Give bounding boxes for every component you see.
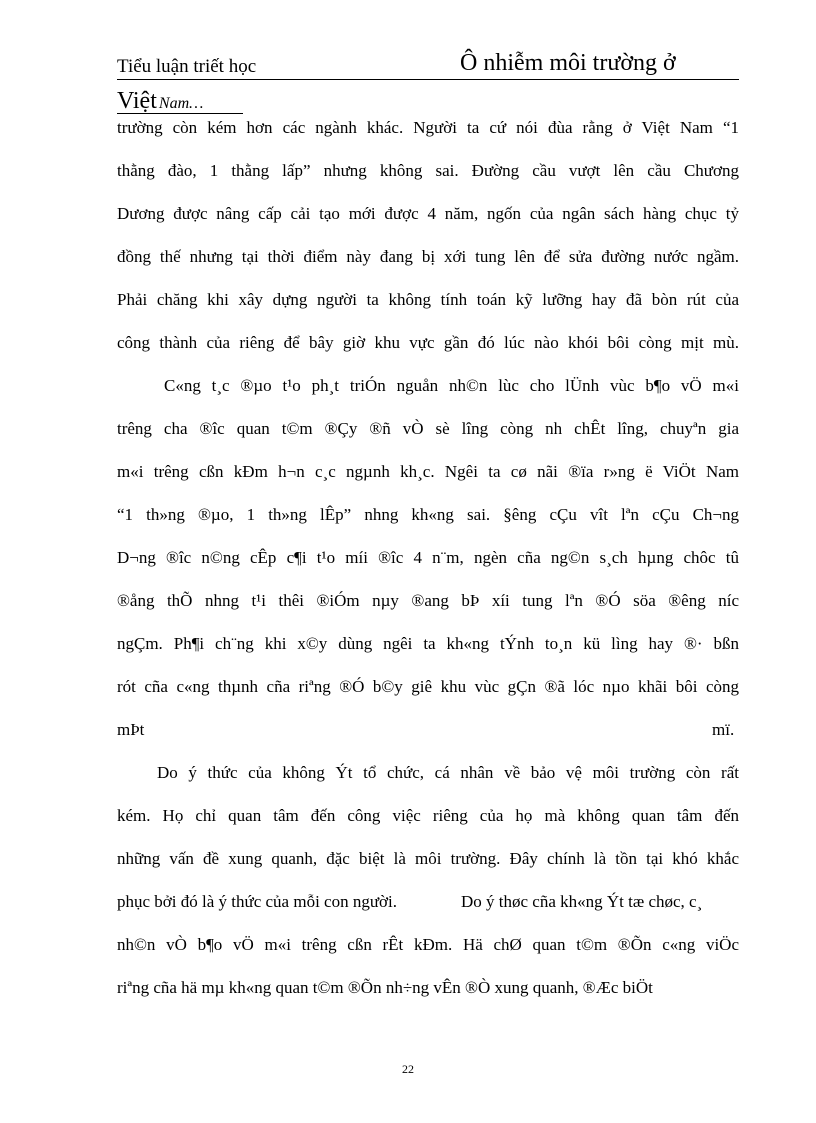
body-line: công thành của riêng để bây giờ khu vực gần đó lúc nào khói bôi còng mịt mù.	[117, 333, 739, 352]
body-line-end-right: mï.	[712, 720, 735, 739]
body-line-mixed-right: Do ý thøc cña kh«ng Ýt tæ chøc, c¸	[461, 892, 703, 911]
header-nam: Nam…	[158, 95, 204, 112]
page-number: 22	[402, 1062, 414, 1076]
body-line: C«ng t¸c ®µo t¹o ph¸t triÓn nguån nh©n lùc cho lÜnh vùc b¶o vÖ m«i	[164, 376, 739, 395]
header-divider	[117, 79, 739, 80]
header-underline	[117, 113, 243, 114]
body-line: ngÇm. Ph¶i ch¨ng khi x©y dùng ngêi ta kh«ng tÝnh to¸n kü lìng hay ®· bßn	[117, 634, 739, 653]
body-line-end-left: mÞt	[117, 720, 145, 739]
body-line: trêng cha ®îc quan t©m ®Çy ®ñ vÒ sè lîng còng nh chÊt lîng, chuyªn gia	[117, 419, 739, 438]
body-line: Phải chăng khi xây dựng người ta không tính toán kỹ lưỡng hay đã bòn rút của	[117, 290, 739, 309]
body-line: rót cña c«ng thµnh cña riªng ®Ó b©y giê khu vùc gÇn ®ã lóc nµo khãi bôi còng	[117, 677, 739, 696]
body-line: đồng thế nhưng tại thời điểm này đang bị xới tung lên để sửa đường nước ngầm.	[117, 247, 739, 266]
body-line: trường còn kém hơn các ngành khác. Người ta cứ nói đùa rằng ở Việt Nam “1	[117, 118, 739, 137]
header-viet: Việt	[117, 88, 157, 114]
body-line: những vấn đề xung quanh, đặc biệt là môi trường. Đây chính là tồn tại khó khắc	[117, 849, 739, 868]
header-title-continuation	[117, 88, 203, 115]
body-line: Do ý thức của không Ýt tổ chức, cá nhân về bảo vệ môi trường còn rất	[157, 763, 739, 782]
body-line: riªng cña hä mµ kh«ng quan t©m ®Õn nh÷ng vÊn ®Ò xung quanh, ®Æc biÖt	[117, 978, 653, 997]
header-left-title: Tiểu luận triết học	[117, 56, 257, 77]
body-line: Dương được nâng cấp cải tạo mới được 4 năm, ngốn của ngân sách hàng chục tỷ	[117, 204, 739, 223]
body-line: “1 th»ng ®µo, 1 th»ng lÊp” nhng kh«ng sai. §êng cÇu vît lªn cÇu Ch¬ng	[117, 505, 739, 524]
header-right-title: Ô nhiễm môi trường ở	[460, 50, 676, 76]
body-line: ®ång thÕ nhng t¹i thêi ®iÓm nµy ®ang bÞ xíi tung lªn ®Ó söa ®êng níc	[117, 591, 739, 610]
body-line: m«i trêng cßn kÐm h¬n c¸c ngµnh kh¸c. Ngêi ta cø nãi ®ïa r»ng ë ViÖt Nam	[117, 462, 739, 481]
body-line: kém. Họ chỉ quan tâm đến công việc riêng của họ mà không quan tâm đến	[117, 806, 739, 825]
body-line: nh©n vÒ b¶o vÖ m«i trêng cßn rÊt kÐm. Hä chØ quan t©m ®Õn c«ng viÖc	[117, 935, 739, 954]
body-line: thằng đào, 1 thằng lấp” nhưng không sai. Đường cầu vượt lên cầu Chương	[117, 161, 739, 180]
body-line: D¬ng ®îc n©ng cÊp c¶i t¹o míi ®îc 4 n¨m, ngèn cña ng©n s¸ch hµng chôc tû	[117, 548, 739, 567]
body-line-mixed-left: phục bởi đó là ý thức của mỗi con người.	[117, 892, 398, 911]
